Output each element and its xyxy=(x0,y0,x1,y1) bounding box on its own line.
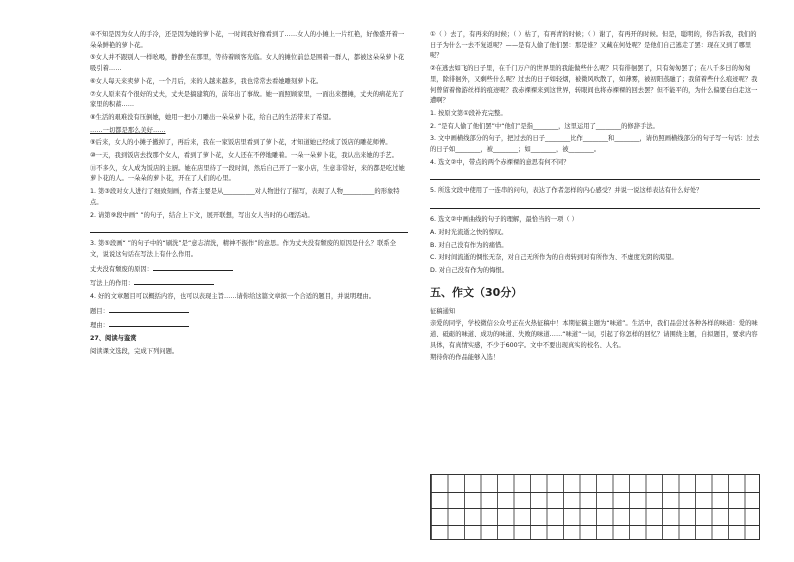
question-4: 4. 好的文章题目可以概括内容，也可以表现主旨……请你给这篇文章拟一个合适的题目，并说明理由。 xyxy=(90,293,376,301)
answer-line[interactable] xyxy=(90,223,408,233)
passage-paragraph: ⑩一天，我到饭店去找那个女人，看到了萝卜花，女人还在不停地雕着。一朵一朵萝卜花，我认出来她的手艺。 xyxy=(90,152,398,160)
answer-line[interactable] xyxy=(430,170,760,180)
question-1: 1. 第③段对女人进行了细致刻画，作者主要是从__________对人物进行了描写，表现了人物__________的形象特点。 xyxy=(90,188,400,206)
passage-paragraph: ⑦女人原来有个很好的丈夫，丈夫是搞建筑的，前年出了事故。她一面照顾家里，一面出来摆摊，丈夫的病花光了家里的积蓄…… xyxy=(90,90,405,109)
essay-heading: 征稿通知 xyxy=(430,307,456,315)
essay-closing: 期待你的作品能够入选！ xyxy=(430,354,500,362)
essay-prompt: 亲爱的同学，学校微信公众号正在火热征稿中！本期征稿主题为“味道”。生活中，我们品尝过各种各样的味道：爱的味道、砥砺的味道、成功的味道、失败的味道……“味道”一词，引起了你怎样的回忆？请围绕主题，自拟题目，要求内容具体，有真情实感，不少于600字。文中不要出现真实的校名、人名。 xyxy=(430,320,758,349)
answer-blank[interactable] xyxy=(134,277,214,285)
question-3: 3. 文中画横线部分的句子，把过去的日子________比作________和________，请仿照画横线部分的句子写一句话：过去的日子如________，被________；如________，被________。 xyxy=(430,135,760,154)
answer-label: 写法上的作用： xyxy=(90,280,135,288)
question-5: 5. 所选文段中使用了一连串的问句，表达了作者怎样的内心感受？并说一说这样表达有什么好处？ xyxy=(430,187,703,195)
question-6: 6. 选文②中画曲线的句子的理解，最恰当的一项（ ） xyxy=(430,216,578,224)
answer-line[interactable] xyxy=(430,199,760,209)
essay-writing-grid[interactable] xyxy=(430,474,760,540)
question-3: 3. 第⑤段画“ ”的句子中的“刷洗”是“意志清洗，精神不振作”的意思。作为丈夫没有颓废的原因是什么？联系全文，说说这句话在写法上有什么作用。 xyxy=(90,240,396,258)
answer-blank[interactable] xyxy=(153,263,233,271)
right-column xyxy=(430,30,760,366)
question-1: 1. 按原文第①段补充完整。 xyxy=(430,109,507,117)
section-27-instruction: 阅读课文选段，完成下列问题。 xyxy=(90,347,179,355)
question-2: 2. 请第⑨段中画“ ”的句子，结合上下文，展开联想，写出女人当时的心理活动。 xyxy=(90,211,314,219)
answer-label: 题目： xyxy=(90,307,109,315)
underlined-sentence: ……一切都是那么美好…… xyxy=(90,126,166,134)
answer-blank[interactable] xyxy=(109,305,189,313)
option-a: A. 对时光流逝之快的惊叹。 xyxy=(430,228,508,236)
option-c: C. 对时间流逝的惆怅无奈，对自己无所作为的自责转到对有所作为、不虚度光阴的渴望。 xyxy=(430,254,678,262)
passage-paragraph: ⑤女人并不跟别人一样吆喝，静静坐在那里，等待着顾客光临。女人的摊位前总是围着一群人，都被这朵朵萝卜花吸引着…… xyxy=(90,54,405,73)
option-d: D. 对自己没有作为的悔恨。 xyxy=(430,266,509,274)
passage-paragraph: ⑨后来，女人的小摊子撤掉了，再后来，我在一家饭店里看到了萝卜花，才知道她已经成了饭店的雕花师傅。 xyxy=(90,139,392,147)
passage-paragraph: ⑥女人每天来卖萝卜花，一个月后，来的人越来越多，我也常常去看她雕刻萝卜花。 xyxy=(90,77,323,85)
answer-label: 理由： xyxy=(90,322,109,330)
left-column xyxy=(90,30,408,360)
passage-paragraph: ⑧生活的艰难没有压倒她，她用一把小刀雕出一朵朵萝卜花，给自己的生活带来了希望。 xyxy=(90,113,335,121)
answer-label: 丈夫没有颓废的原因： xyxy=(90,265,153,273)
passage-paragraph: ④不知是因为女人的手冷，还是因为她的萝卜花，一时间我好像看到了……女人的小摊上一片红艳，好像盛开着一朵朵鲜艳的萝卜花。 xyxy=(90,31,405,49)
question-2: 2. “是有人偷了他们罢”中“他们”是指________，这里运用了________的修辞手法。 xyxy=(430,122,659,130)
grid-line xyxy=(431,492,759,493)
section-5-title: 五、作文（30分） xyxy=(430,285,523,299)
answer-blank[interactable] xyxy=(109,319,189,327)
passage-paragraph: ②在逃去如飞的日子里，在千门万户的世界里的我能做些什么呢？只有徘徊罢了，只有匆匆罢了；在八千多日的匆匆里，除徘徊外，又剩些什么呢？过去的日子如轻烟，被微风吹散了，如薄雾，被初阳蒸融了；我留着些什么痕迹呢？我何曾留着像游丝样的痕迹呢？我赤裸裸来到这世界，转眼间也将赤裸裸的回去罢？但不能平的，为什么偏要白白走这一遭啊？ xyxy=(430,65,758,105)
question-4: 4. 选文②中，带点的两个赤裸裸的意思有何不同？ xyxy=(430,158,570,166)
passage-paragraph: ⑪不多久，女人成为饭店的主厨。她在店里待了一段时间，然后自己开了一家小店，生意非常好，来的都是吃过她萝卜花的人。一朵朵的萝卜花，开在了人们的心里。 xyxy=(90,164,405,183)
passage-paragraph: ①（ ）去了，有再来的时候；（ ）枯了，有再青的时候；（ ）谢了，有再开的时候。但是，聪明的，你告诉我，我们的日子为什么一去不复返呢？——是有人偷了他们罢：那是谁？又藏在何处呢？是他们自己逃走了罢：现在又到了哪里呢？ xyxy=(430,31,757,60)
grid-line xyxy=(431,508,759,509)
section-27-title: 27、阅读与鉴赏 xyxy=(90,335,137,343)
grid-line xyxy=(431,525,759,526)
option-b: B. 对自己没有作为的痛惜。 xyxy=(430,241,508,249)
